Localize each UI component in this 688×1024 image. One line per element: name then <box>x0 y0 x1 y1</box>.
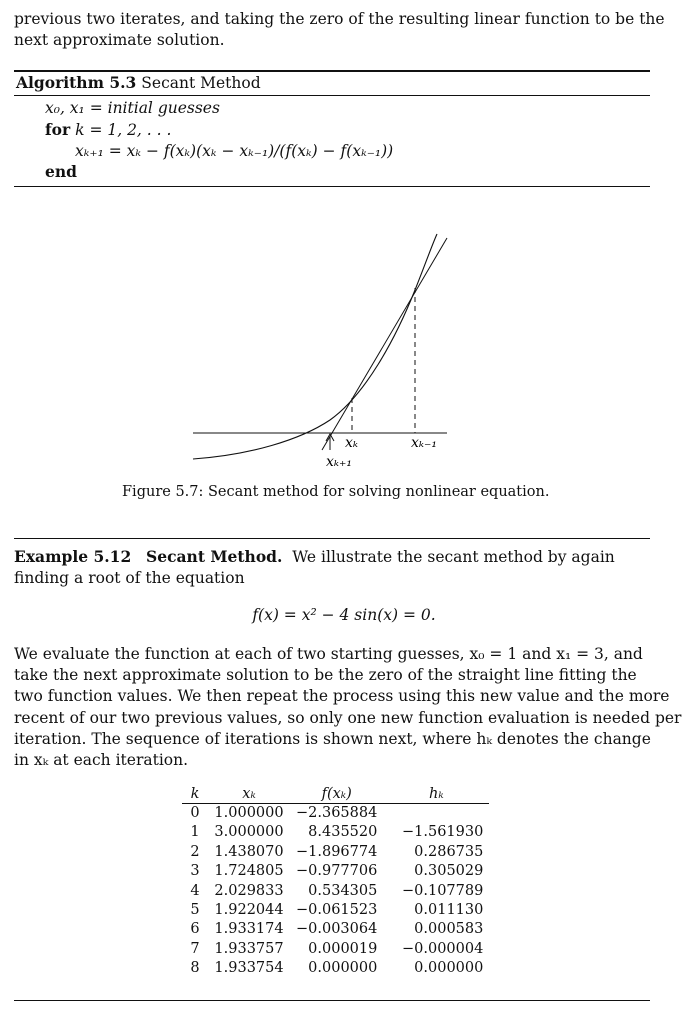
body-line: recent of our two previous values, so only one new function evaluation is needed per <box>14 708 682 727</box>
header-hk: hₖ <box>383 784 489 804</box>
table-row <box>182 804 489 824</box>
algorithm-line-3: xₖ₊₁ = xₖ − f(xₖ)(xₖ − xₖ₋₁)/(f(xₖ) − f(xₖ₋₁)) <box>75 142 394 160</box>
function-curve <box>193 234 437 459</box>
cell-xk: 1.000000 <box>214 805 284 821</box>
cell-fxk: 0.534305 <box>308 882 378 899</box>
table-row <box>182 920 489 939</box>
cell-xk: 1.438070 <box>214 843 284 860</box>
body-line: take the next approximate solution to be the zero of the straight line fitting the <box>14 666 637 685</box>
table-row <box>182 940 489 959</box>
label-xk-minus-1: xₖ₋₁ <box>411 435 438 451</box>
cell-xk: 1.933757 <box>214 940 284 957</box>
algorithm-label: Algorithm 5.3 <box>16 73 137 92</box>
cell-xk: 1.933754 <box>214 960 284 977</box>
algorithm-name: Secant Method <box>141 74 261 92</box>
iteration-table <box>182 784 489 979</box>
table-row <box>182 959 489 978</box>
table-row <box>182 862 489 881</box>
cell-hk <box>383 804 489 824</box>
figure-caption: Figure 5.7: Secant method for solving nonlinear equation. <box>122 484 550 500</box>
cell-fxk: −2.365884 <box>296 805 378 821</box>
body-line: two function values. We then repeat the process using this new value and the more <box>14 687 670 706</box>
cell-k: 7 <box>190 940 200 957</box>
cell-fxk: 8.435520 <box>308 824 378 841</box>
cell-fxk: 0.000019 <box>308 940 378 957</box>
cell-fxk: −0.003064 <box>296 921 378 938</box>
table-header-row <box>182 784 489 804</box>
example-intro-text-2: finding a root of the equation <box>14 569 245 588</box>
table-row <box>182 843 489 862</box>
cell-k: 8 <box>190 960 200 977</box>
body-line: iteration. The sequence of iterations is shown next, where hₖ denotes the change <box>14 729 651 748</box>
cell-fxk: −0.061523 <box>296 902 378 919</box>
cell-hk: 0.305029 <box>414 863 484 880</box>
intro-line-2: next approximate solution. <box>14 31 225 49</box>
table-row <box>182 823 489 842</box>
cell-k: 5 <box>190 902 200 919</box>
algorithm-for-keyword: for <box>45 120 71 139</box>
algorithm-end-keyword: end <box>45 162 77 181</box>
body-line: We evaluate the function at each of two starting guesses, x₀ = 1 and x₁ = 3, and <box>14 645 643 663</box>
header-xk: xₖ <box>208 784 290 804</box>
cell-xk: 1.922044 <box>214 902 284 919</box>
cell-fxk: −1.896774 <box>296 843 378 860</box>
cell-k: 4 <box>190 882 200 899</box>
cell-k: 0 <box>190 805 200 821</box>
cell-hk: 0.000583 <box>414 921 484 938</box>
cell-xk: 2.029833 <box>214 882 284 899</box>
example-label: Example 5.12 <box>14 547 132 566</box>
cell-k: 1 <box>190 824 200 841</box>
intro-line-1: previous two iterates, and taking the zero of the resulting linear function to be the <box>14 10 665 28</box>
cell-k: 3 <box>190 863 200 880</box>
cell-xk: 1.933174 <box>214 921 284 938</box>
cell-fxk: 0.000000 <box>308 960 378 977</box>
label-xk-plus-1: xₖ₊₁ <box>326 454 353 470</box>
example-title: Secant Method. <box>146 547 283 566</box>
secant-line <box>322 238 447 450</box>
header-fxk: f(xₖ) <box>290 784 383 804</box>
cell-hk: −1.561930 <box>402 824 484 841</box>
example-equation: f(x) = x² − 4 sin(x) = 0. <box>252 606 436 624</box>
cell-fxk: −0.977706 <box>296 863 378 880</box>
cell-k: 2 <box>190 843 200 860</box>
label-xk: xₖ <box>345 435 359 451</box>
cell-xk: 1.724805 <box>214 863 284 880</box>
header-k: k <box>182 784 208 804</box>
cell-hk: −0.000004 <box>402 940 484 957</box>
cell-xk: 3.000000 <box>214 824 284 841</box>
cell-hk: 0.000000 <box>414 960 484 977</box>
algorithm-loop-range: k = 1, 2, . . . <box>75 121 172 139</box>
example-intro <box>14 546 650 589</box>
table-row <box>182 901 489 920</box>
cell-k: 6 <box>190 921 200 938</box>
body-line: in xₖ at each iteration. <box>14 751 189 770</box>
cell-hk: −0.107789 <box>402 882 484 899</box>
cell-hk: 0.011130 <box>414 902 484 919</box>
example-top-rule <box>14 538 650 539</box>
secant-figure <box>0 0 688 480</box>
example-intro-text-1: We illustrate the secant method by again <box>292 548 615 566</box>
algorithm-line-1: x₀, x₁ = initial guesses <box>45 99 220 117</box>
cell-hk: 0.286735 <box>414 843 484 860</box>
table-row <box>182 882 489 901</box>
example-bottom-rule <box>14 1000 650 1001</box>
example-body <box>14 644 682 771</box>
